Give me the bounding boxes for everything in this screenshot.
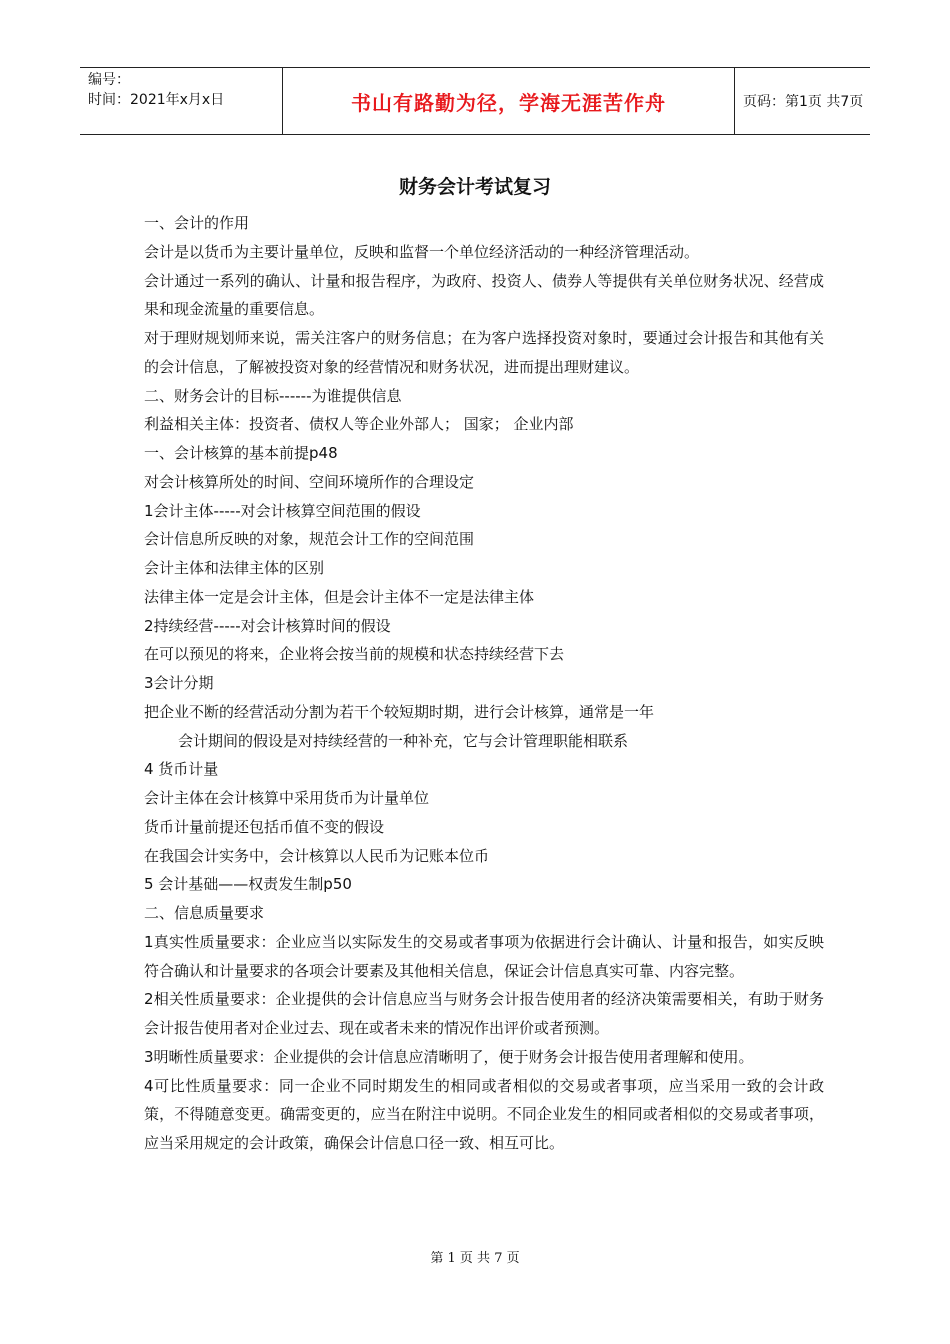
subsection-heading: 3会计分期 (144, 674, 214, 692)
subsection-heading: 1会计主体-----对会计核算空间范围的假设 (144, 501, 421, 520)
paragraph: 1真实性质量要求：企业应当以实际发生的交易或者事项为依据进行会计确认、计量和报告，如实反映符合确认和计量要求的各项会计要素及其他相关信息，保证会计信息真实可靠、内容完整。 (144, 932, 824, 980)
section-heading: 二、财务会计的目标------为谁提供信息 (144, 386, 402, 405)
motto-text: 书山有路勤为径，学海无涯苦作舟 (351, 90, 666, 115)
subsection-heading: 5 会计基础——权责发生制p50 (144, 875, 352, 894)
paragraph: 会计信息所反映的对象，规范会计工作的空间范围 (144, 530, 475, 549)
paragraph: 4可比性质量要求：同一企业不同时期发生的相同或者相似的交易或者事项，应当采用一致的会计政策，不得随意变更。确需变更的，应当在附注中说明。不同企业发生的相同或者相似的交易或者事项，应当采用规定的会计政策，确保会计信息口径一致、相互可比。 (144, 1076, 824, 1152)
page-footer: 第 1 页 共 7 页 (430, 1251, 520, 1266)
paragraph: 3明晰性质量要求：企业提供的会计信息应清晰明了，便于财务会计报告使用者理解和使用。 (144, 1047, 754, 1066)
paragraph: 会计通过一系列的确认、计量和报告程序，为政府、投资人、债券人等提供有关单位财务状况、经营成果和现金流量的重要信息。 (144, 271, 824, 319)
paragraph: 对会计核算所处的时间、空间环境所作的合理设定 (144, 472, 475, 491)
paragraph: 2相关性质量要求：企业提供的会计信息应当与财务会计报告使用者的经济决策需要相关，有助于财务会计报告使用者对企业过去、现在或者未来的情况作出评价或者预测。 (144, 990, 824, 1037)
header-motto-cell (282, 68, 735, 134)
paragraph: 会计是以货币为主要计量单位，反映和监督一个单位经济活动的一种经济管理活动。 (144, 242, 700, 261)
section-heading: 一、会计的作用 (144, 214, 250, 232)
paragraph: 货币计量前提还包括币值不变的假设 (144, 817, 385, 836)
paragraph: 把企业不断的经营活动分割为若干个较短期时期，进行会计核算，通常是一年 (144, 702, 655, 721)
page-header (80, 67, 870, 135)
page-info-text: 页码：第1页 共7页 (743, 94, 864, 110)
document-body (144, 209, 824, 1158)
paragraph: 会计主体和法律主体的区别 (144, 559, 325, 577)
paragraph: 会计主体在会计核算中采用货币为计量单位 (144, 789, 430, 807)
paragraph: 利益相关主体：投资者、债权人等企业外部人； 国家； 企业内部 (144, 415, 574, 434)
header-meta (80, 68, 282, 134)
date-label: 时间：2021年x月x日 (88, 92, 225, 108)
paragraph: 在我国会计实务中，会计核算以人民币为记账本位币 (144, 846, 490, 865)
paragraph: 对于理财规划师来说，需关注客户的财务信息；在为客户选择投资对象时，要通过会计报告和其他有关的会计信息，了解被投资对象的经营情况和财务状况，进而提出理财建议。 (144, 329, 824, 376)
paragraph: 法律主体一定是会计主体，但是会计主体不一定是法律主体 (144, 587, 535, 606)
section-heading: 一、会计核算的基本前提p48 (144, 444, 338, 462)
subsection-heading: 4 货币计量 (144, 760, 219, 779)
section-heading: 二、信息质量要求 (144, 904, 265, 922)
subsection-heading: 2持续经营-----对会计核算时间的假设 (144, 616, 391, 635)
document-title: 财务会计考试复习 (398, 176, 551, 198)
paragraph: 在可以预见的将来，企业将会按当前的规模和状态持续经营下去 (144, 645, 565, 664)
serial-number-label: 编号： (88, 72, 130, 88)
header-page-info (735, 68, 870, 134)
paragraph: 会计期间的假设是对持续经营的一种补充，它与会计管理职能相联系 (178, 731, 629, 750)
